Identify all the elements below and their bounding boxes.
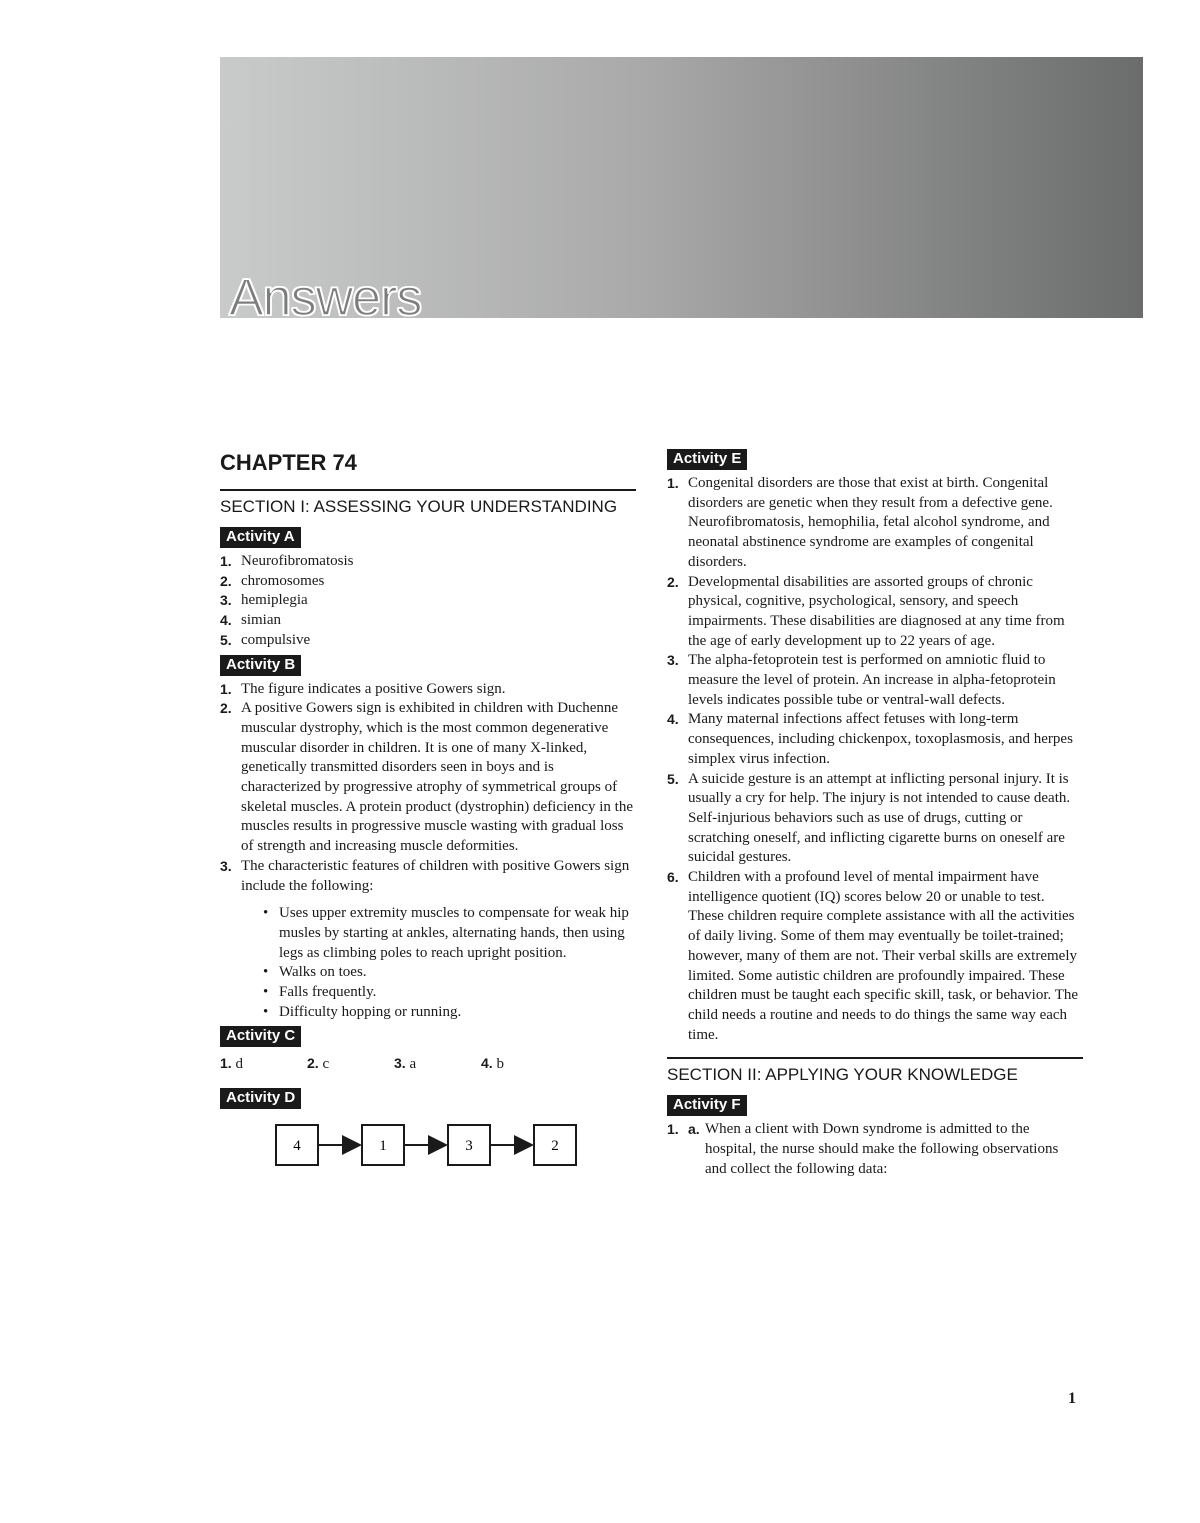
- gowers-features-list: [241, 904, 636, 1022]
- activity-c-answers: [220, 1053, 636, 1074]
- list-item: 4. simian: [220, 612, 281, 629]
- bullet-item: • Walks on toes.: [263, 964, 367, 981]
- activity-a-label: Activity A: [220, 527, 301, 548]
- answer-item: 2. c: [307, 1055, 330, 1073]
- list-item: 4. Many maternal infections affect fetuses with long-term consequences, including chickenpox, toxoplasmosis, and herpes simplex virus infection.: [667, 711, 1073, 767]
- left-column: [220, 445, 636, 1175]
- list-item: 2. A positive Gowers sign is exhibited in children with Duchenne muscular dystrophy, which is the most common degenerative muscular disorder in children. It is one of many X-linked, genetically transmitted disorders seen in boys and is characterized by progressive atrophy of symmetrical groups of skeletal muscles. A protein product (dystrophin) deficiency in the muscles results in progressive muscle wasting with gradual loss of strength and increasing muscle deformities.: [220, 700, 633, 855]
- answer-item: 4. b: [481, 1055, 504, 1073]
- activity-d-label: Activity D: [220, 1088, 301, 1109]
- list-item: 3. The alpha-fetoprotein test is performed on amniotic fluid to measure the level of protein. An increase in alpha-fetoprotein levels indicates possible tube or ventral-wall defects.: [667, 652, 1056, 708]
- list-item: 2. chromosomes: [220, 572, 325, 589]
- list-item: 1. Congenital disorders are those that exist at birth. Congenital disorders are genetic when they result from a defective gene. Neurofibromatosis, hemophilia, fetal alcohol syndrome, and neonatal abstinence syndrome are examples of congenital disorders.: [667, 475, 1053, 570]
- sequence-step-label: 3: [465, 1138, 473, 1155]
- activity-c-label: Activity C: [220, 1026, 301, 1047]
- activity-e-label: Activity E: [667, 449, 747, 470]
- activity-e-list: [667, 474, 1083, 1045]
- list-item: 1. Neurofibromatosis: [220, 553, 354, 569]
- chapter-heading: CHAPTER 74: [220, 450, 357, 475]
- list-item: 5. A suicide gesture is an attempt at inflicting personal injury. It is usually a cry for help. The injury is not intended to cause death. Self-injurious behaviors such as use of drugs, cutting or scratching oneself, and inflicting cigarette burns on oneself are suicidal gestures.: [667, 770, 1071, 866]
- activity-b-list: [220, 680, 636, 1023]
- list-item: 1. The figure indicates a positive Gowers sign.: [220, 680, 506, 697]
- section-1-heading: SECTION I: ASSESSING YOUR UNDERSTANDING: [220, 489, 636, 517]
- sequence-diagram: [220, 1119, 636, 1175]
- page-number: 1: [1068, 1390, 1076, 1407]
- bullet-item: • Difficulty hopping or running.: [263, 1003, 462, 1020]
- bullet-item: • Uses upper extremity muscles to compensate for weak hip musles by starting at ankles, alternating hands, then using legs as climbing poles to reach upright position.: [263, 905, 629, 961]
- activity-a-list: [220, 552, 636, 651]
- activity-b-label: Activity B: [220, 655, 301, 676]
- banner-title: Answers: [229, 269, 422, 327]
- list-item: 3. The characteristic features of children with positive Gowers sign include the following: • Uses upper extremity muscles to compensate for weak hip musles by starting at ankles, alternating hands, then using legs as climbing poles to reach upright position. • Walks on toes. • Falls frequently. • Difficulty hopping or running.: [220, 857, 636, 1023]
- bullet-item: • Falls frequently.: [263, 984, 377, 1001]
- right-column: [667, 445, 1083, 1180]
- answer-item: 3. a: [394, 1055, 417, 1073]
- sequence-step-label: 4: [293, 1138, 301, 1155]
- sequence-step-label: 2: [551, 1138, 559, 1155]
- activity-f-item: 1. a. When a client with Down syndrome is admitted to the hospital, the nurse should make the following observations and collect the following data:: [667, 1121, 1059, 1177]
- list-item: 5. compulsive: [220, 631, 311, 648]
- sequence-step-label: 1: [379, 1138, 387, 1155]
- activity-f-label: Activity F: [667, 1095, 747, 1116]
- list-item: 3. hemiplegia: [220, 592, 308, 609]
- list-item: 2. Developmental disabilities are assorted groups of chronic physical, cognitive, psychological, sensory, and speech impairments. These disabilities are diagnosed at any time from the age of early development up to 22 years of age.: [667, 573, 1065, 649]
- sequence-svg: [220, 1119, 640, 1175]
- list-item: 6. Children with a profound level of mental impairment have intelligence quotient (IQ) scores below 20 or unable to test. These children require complete assistance with all the activities of daily living. Some of them may eventually be toilet-trained; however, many of them are not. Their verbal skills are extremely limited. Some autistic children are profoundly impaired. These children must be taught each specific skill, task, or behavior. The child needs a routine and needs to do things the same way each time.: [667, 869, 1079, 1043]
- section-2-heading: SECTION II: APPLYING YOUR KNOWLEDGE: [667, 1057, 1083, 1085]
- answer-item: 1. d: [220, 1055, 243, 1073]
